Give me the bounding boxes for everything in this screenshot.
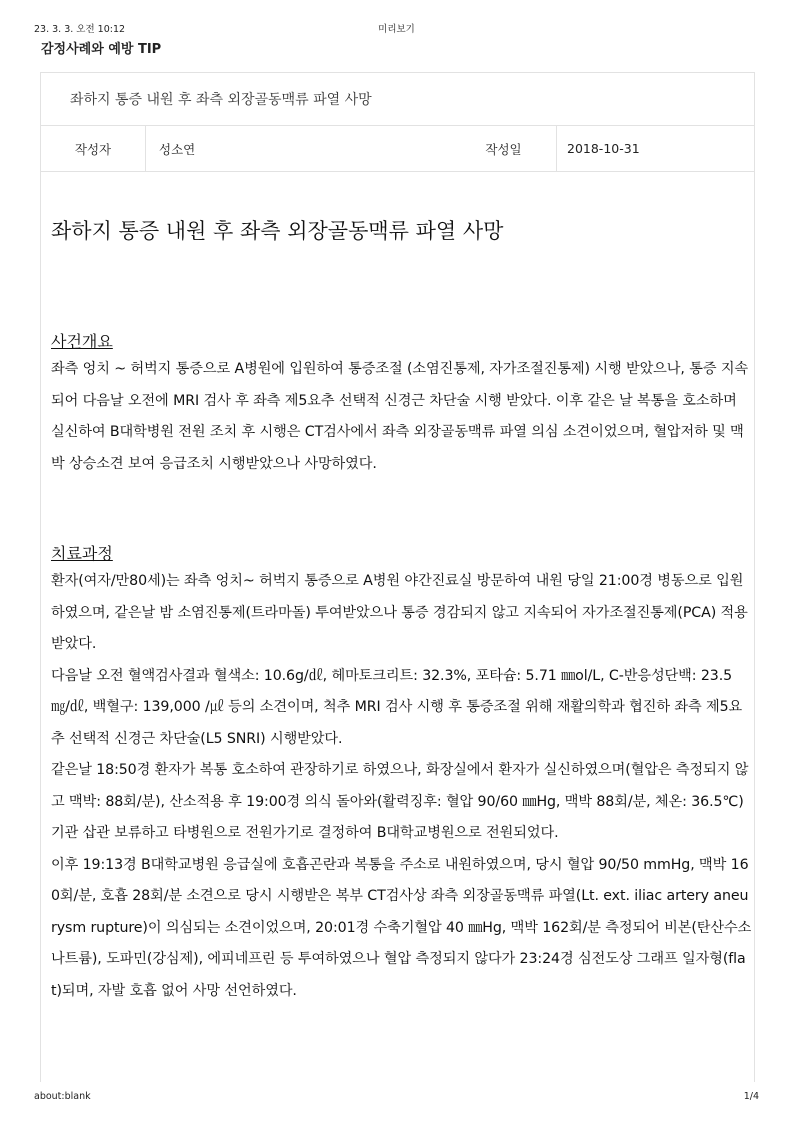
post-meta: [41, 126, 754, 172]
post-title: 좌하지 통증 내원 후 좌측 외장골동맥류 파열 사망: [41, 73, 754, 126]
post-body: [41, 217, 754, 1007]
print-header: [34, 21, 759, 35]
treatment-paragraph-1: 환자(여자/만80세)는 좌측 엉치~ 허벅지 통증으로 A병원 야간진료실 방문하여 내원 당일 21:00경 병동으로 입원 하였으며, 같은날 밤 소염진통제(트라마돌) 투여받았으나 통증 경감되지 않고 지속되어 자가조절진통제(PCA) 적용받았다.: [51, 573, 748, 652]
print-title: 미리보기: [378, 24, 415, 35]
treatment-paragraph-3: 같은날 18:50경 환자가 복통 호소하여 관장하기로 하였으나, 화장실에서 환자가 실신하였으며(혈압은 측정되지 않고 맥박: 88회/분), 산소적용 후 19:00경 의식 돌아와(활력징후: 혈압 90/60 ㎜Hg, 맥박 88회/분, 체온: 36.5℃) 기관 삽관 보류하고 타병원으로 전원가기로 결정하여 B대학교병원으로 전원되었다.: [51, 762, 749, 841]
date-value: 2018-10-31: [556, 126, 754, 171]
date-label: 작성일: [485, 141, 522, 157]
section-heading-treatment: 치료과정: [51, 544, 113, 563]
print-url: about:blank: [34, 1091, 91, 1102]
overview-paragraph: 좌측 엉치 ~ 허벅지 통증으로 A병원에 입원하여 통증조절 (소염진통제, 자가조절진통제) 시행 받았으나, 통증 지속되어 다음날 오전에 MRI 검사 후 좌측 제5요추 선택적 신경근 차단술 시행 받았다. 이후 같은 날 복통을 호소하며 실신하여 B대학병원 전원 조치 후 시행은 CT검사에서 좌측 외장골동맥류 파열 의심 소견이었으며, 혈압저하 및 맥박 상승소견 보여 응급조치 시행받았으나 사망하였다.: [51, 361, 749, 472]
treatment-paragraph-4: 이후 19:13경 B대학교병원 응급실에 호흡곤란과 복통을 주소로 내원하였으며, 당시 혈압 90/50 mmHg, 맥박 160회/분, 호흡 28회/분 소견으로 당시 시행받은 복부 CT검사상 좌측 외장골동맥류 파열(Lt. ext. iliac artery aneurysm rupture)이 의심되는 소견이었으며, 20:01경 수축기혈압 40 ㎜Hg, 맥박 162회/분 측정되어 비본(탄산수소나트륨), 도파민(강심제), 에피네프린 등 투여하였으나 혈압 측정되지 않다가 23:24경 심전도상 그래프 일자형(flat)되며, 자발 호흡 없어 사망 선언하였다.: [51, 856, 752, 999]
author-label: 작성자: [41, 126, 146, 171]
body-heading: 좌하지 통증 내원 후 좌측 외장골동맥류 파열 사망: [51, 219, 504, 243]
treatment-paragraph-2: 다음날 오전 혈액검사결과 혈색소: 10.6g/㎗, 헤마토크리트: 32.3%, 포타슘: 5.71 ㎜ol/L, C-반응성단백: 23.5 ㎎/㎗, 백혈구: 139,000 /㎕ 등의 소견이며, 척추 MRI 검사 시행 후 통증조절 위해 재활의학과 협진하 좌측 제5요추 선택적 신경근 차단술(L5 SNRI) 시행받았다.: [51, 667, 743, 747]
print-page-number: 1/4: [743, 1091, 759, 1102]
author-value: 성소연: [159, 141, 196, 157]
section-heading-overview: 사건개요: [51, 332, 113, 351]
board-section-title: 감정사례와 예방 TIP: [41, 42, 162, 57]
post-card: [40, 72, 755, 1082]
print-date: 23. 3. 3. 오전 10:12: [34, 24, 126, 35]
